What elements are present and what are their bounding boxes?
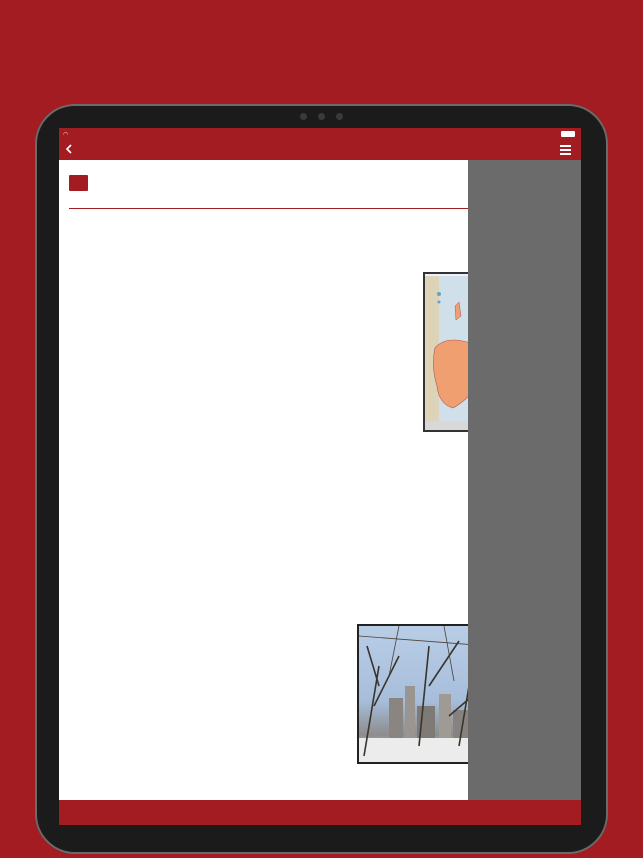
wifi-icon: ◠ <box>63 132 69 138</box>
chevron-left-icon <box>65 144 72 154</box>
tab-bar <box>59 800 581 825</box>
menu-icon[interactable] <box>560 145 571 156</box>
tablet-camera <box>278 112 368 122</box>
battery-icon <box>561 131 575 137</box>
app-screen <box>59 128 581 825</box>
article-content <box>69 162 499 218</box>
status-bar <box>59 128 581 141</box>
back-button[interactable] <box>65 144 74 154</box>
section-heading-understand <box>69 205 499 209</box>
battery-status <box>558 131 575 137</box>
carrier-label <box>63 131 68 138</box>
actions-menu <box>468 160 581 800</box>
nav-bar <box>59 141 581 160</box>
collapse-button[interactable] <box>69 175 88 191</box>
